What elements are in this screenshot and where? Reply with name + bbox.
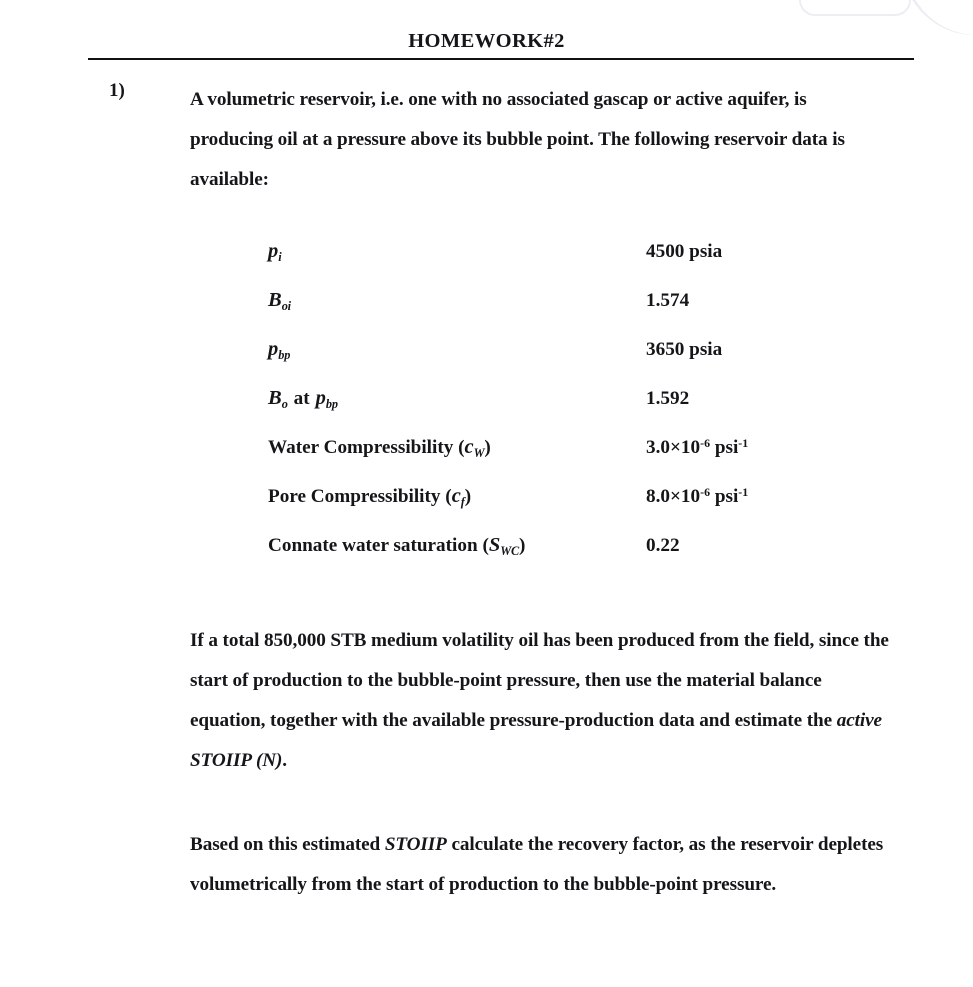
symbol-p-i: $p_i$ xyxy=(268,240,282,265)
question-text-part1: If a total 850,000 STB medium volatility oil has been produced from the field, since the start of production to the bubble-point pressure, then use the material balance equation, together with the available pressure-production data and estimate the xyxy=(190,630,889,731)
intro-paragraph: A volumetric reservoir, i.e. one with no associated gascap or active aquifer, is producing oil at a pressure above its bubble point. The following reservoir data is available: xyxy=(190,89,845,190)
table-row xyxy=(268,240,828,289)
row-label-water-compressibility xyxy=(268,436,646,485)
followup-emphasis: STOIIP xyxy=(384,834,447,855)
followup-paragraph xyxy=(190,825,890,905)
row-value-bo-at-pbp: 1.592 xyxy=(646,388,690,409)
value-unit-exponent: -1 xyxy=(738,484,749,499)
label-text-water-compressibility: Water Compressibility xyxy=(268,437,454,458)
symbol-b-o: $B_o$ xyxy=(268,387,288,412)
symbol-p-bp: $p_{bp}$ xyxy=(268,338,291,363)
close-paren: ) xyxy=(484,437,491,458)
table-row xyxy=(268,289,828,338)
row-value-connate-water-saturation: 0.22 xyxy=(646,535,680,556)
question-emphasis: active STOIIP (N) xyxy=(190,710,882,771)
value-mantissa: 8.0 xyxy=(646,486,670,507)
open-paren: ( xyxy=(445,486,452,507)
row-label-boi xyxy=(268,289,646,338)
value-exponent: -6 xyxy=(700,484,711,499)
close-paren: ) xyxy=(518,535,526,556)
question-paragraph xyxy=(190,621,890,781)
symbol-b-oi: $B_{oi}$ xyxy=(268,289,291,314)
value-unit: psi xyxy=(714,486,739,507)
times-glyph: × xyxy=(669,486,681,507)
page-title: HOMEWORK#2 xyxy=(408,30,565,52)
row-value-water-compressibility xyxy=(646,436,828,485)
table-row xyxy=(268,534,828,583)
value-mantissa: 3.0 xyxy=(646,437,670,458)
symbol-c-w: $c_W$ xyxy=(464,436,485,461)
close-paren: ) xyxy=(464,486,472,507)
table-row xyxy=(268,338,828,387)
row-value-boi: 1.574 xyxy=(646,290,690,311)
label-text-connate-water-saturation: Connate water saturation xyxy=(268,535,478,556)
row-label-pore-compressibility xyxy=(268,485,646,534)
question-number: 1) xyxy=(109,80,125,101)
symbol-s-wc: $S_{WC}$ xyxy=(488,534,519,559)
symbol-p-bp-2: $p_{bp}$ xyxy=(315,387,338,412)
value-exponent: -6 xyxy=(700,435,711,450)
base-ten: 10 xyxy=(680,486,701,507)
connector-at: at xyxy=(293,388,310,409)
question-text-part2: . xyxy=(282,750,287,771)
row-label-pi xyxy=(268,240,646,289)
open-paren: ( xyxy=(482,535,489,556)
reservoir-data-table xyxy=(268,240,828,583)
value-unit-exponent: -1 xyxy=(738,435,749,450)
times-glyph: × xyxy=(669,437,681,458)
symbol-c-f: $c_f$ xyxy=(451,485,465,510)
label-text-pore-compressibility: Pore Compressibility xyxy=(268,486,441,507)
row-value-pore-compressibility xyxy=(646,485,828,534)
open-paren: ( xyxy=(458,437,465,458)
row-label-pbp xyxy=(268,338,646,387)
header-divider xyxy=(88,58,914,60)
followup-text-part2: calculate the recovery factor, as the reservoir depletes volumetrically from the start of production to the bubble-point pressure. xyxy=(190,834,884,895)
row-label-bo-at-pbp xyxy=(268,387,646,436)
value-unit: psi xyxy=(714,437,739,458)
row-value-pbp: 3650 psia xyxy=(646,339,723,360)
table-row xyxy=(268,485,828,534)
row-label-connate-water-saturation xyxy=(268,534,646,583)
row-value-pi: 4500 psia xyxy=(646,241,723,262)
table-row xyxy=(268,436,828,485)
followup-text-part1: Based on this estimated xyxy=(190,834,385,855)
scan-artifact-group xyxy=(793,0,973,34)
base-ten: 10 xyxy=(680,437,701,458)
scan-artifact-pill xyxy=(799,0,911,16)
table-row xyxy=(268,387,828,436)
